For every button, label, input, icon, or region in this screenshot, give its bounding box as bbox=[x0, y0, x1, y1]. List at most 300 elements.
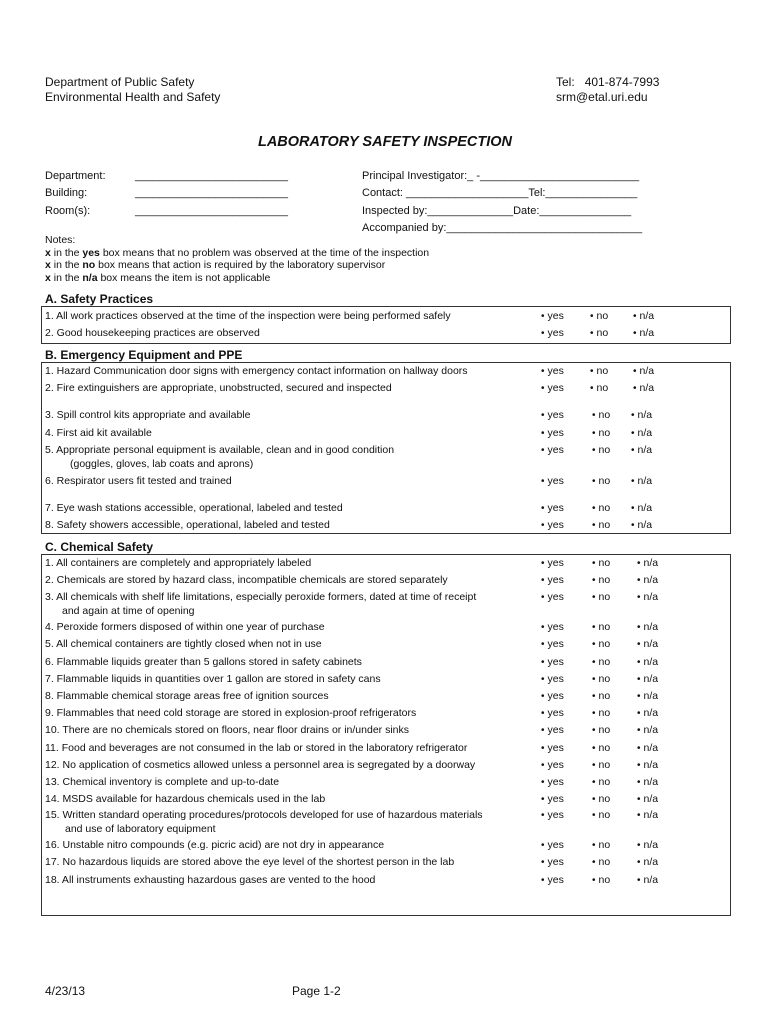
option-label: yes bbox=[547, 638, 564, 650]
option-label: no bbox=[598, 502, 611, 514]
bullet-icon: • bbox=[592, 575, 596, 586]
bullet-icon: • bbox=[637, 622, 641, 633]
bullet-icon: • bbox=[592, 840, 596, 851]
tel-value: 401-874-7993 bbox=[584, 75, 660, 89]
yes-checkbox[interactable] bbox=[541, 793, 564, 805]
option-label: n/a bbox=[643, 839, 659, 851]
checklist-item: 3. Spill control kits appropriate and available bbox=[45, 409, 251, 421]
na-checkbox[interactable] bbox=[637, 591, 658, 603]
option-label: n/a bbox=[643, 742, 659, 754]
bullet-icon: • bbox=[541, 366, 545, 377]
bullet-icon: • bbox=[541, 328, 545, 339]
option-label: yes bbox=[547, 621, 564, 633]
option-label: no bbox=[598, 707, 611, 719]
bullet-icon: • bbox=[637, 575, 641, 586]
no-checkbox[interactable] bbox=[592, 519, 610, 531]
no-checkbox[interactable] bbox=[590, 365, 608, 377]
yes-checkbox[interactable] bbox=[541, 809, 564, 821]
section-c-title: C. Chemical Safety bbox=[45, 540, 154, 554]
section-b-title: B. Emergency Equipment and PPE bbox=[45, 348, 243, 362]
option-label: yes bbox=[547, 444, 564, 456]
bullet-icon: • bbox=[592, 777, 596, 788]
tel-label: Tel: bbox=[556, 75, 575, 89]
option-label: n/a bbox=[643, 856, 659, 868]
bullet-icon: • bbox=[633, 311, 637, 322]
checklist-item: 6. Respirator users fit tested and trained bbox=[45, 475, 232, 487]
na-checkbox[interactable] bbox=[637, 856, 658, 868]
option-label: yes bbox=[547, 475, 564, 487]
checklist-item: 16. Unstable nitro compounds (e.g. picric acid) are not dry in appearance bbox=[45, 839, 385, 851]
no-checkbox[interactable] bbox=[592, 638, 610, 650]
option-label: no bbox=[598, 574, 611, 586]
bullet-icon: • bbox=[541, 311, 545, 322]
na-checkbox[interactable] bbox=[637, 690, 658, 702]
bullet-icon: • bbox=[541, 383, 545, 394]
bullet-icon: • bbox=[541, 445, 545, 456]
bullet-icon: • bbox=[592, 476, 596, 487]
bullet-icon: • bbox=[541, 794, 545, 805]
checklist-item: 14. MSDS available for hazardous chemicals used in the lab bbox=[45, 793, 326, 805]
principal-investigator-field[interactable]: Principal Investigator:_ -__________________________ bbox=[362, 170, 640, 182]
bullet-icon: • bbox=[633, 328, 637, 339]
bullet-icon: • bbox=[637, 674, 641, 685]
yes-checkbox[interactable] bbox=[541, 621, 564, 633]
bullet-icon: • bbox=[541, 760, 545, 771]
option-label: n/a bbox=[639, 310, 655, 322]
na-checkbox[interactable] bbox=[637, 557, 658, 569]
option-label: yes bbox=[547, 656, 564, 668]
bullet-icon: • bbox=[592, 760, 596, 771]
rooms-field[interactable]: _________________________ bbox=[135, 205, 288, 217]
option-label: n/a bbox=[643, 776, 659, 788]
option-label: no bbox=[598, 638, 611, 650]
na-checkbox[interactable] bbox=[631, 519, 652, 531]
bullet-icon: • bbox=[592, 810, 596, 821]
department-field[interactable]: _________________________ bbox=[135, 170, 288, 182]
na-checkbox[interactable] bbox=[633, 327, 654, 339]
option-label: n/a bbox=[643, 690, 659, 702]
bullet-icon: • bbox=[590, 328, 594, 339]
bullet-icon: • bbox=[592, 410, 596, 421]
checklist-item: 12. No application of cosmetics allowed unless a personnel area is segregated by a doorway bbox=[45, 759, 476, 771]
checklist-item: 17. No hazardous liquids are stored above the eye level of the shortest person in the lab bbox=[45, 856, 455, 868]
phone-block bbox=[556, 75, 659, 90]
bullet-icon: • bbox=[631, 445, 635, 456]
bullet-icon: • bbox=[592, 691, 596, 702]
bullet-icon: • bbox=[541, 503, 545, 514]
yes-checkbox[interactable] bbox=[541, 690, 564, 702]
option-label: yes bbox=[547, 327, 564, 339]
na-checkbox[interactable] bbox=[637, 809, 658, 821]
yes-checkbox[interactable] bbox=[541, 574, 564, 586]
footer-date: 4/23/13 bbox=[45, 984, 86, 998]
option-label: n/a bbox=[639, 382, 655, 394]
option-label: n/a bbox=[643, 759, 659, 771]
bullet-icon: • bbox=[541, 428, 545, 439]
na-checkbox[interactable] bbox=[633, 365, 654, 377]
bullet-icon: • bbox=[631, 520, 635, 531]
inspected-by-field[interactable]: Inspected by:______________Date:_______________ bbox=[362, 205, 632, 217]
checklist-item: 1. All containers are completely and appropriately labeled bbox=[45, 557, 312, 569]
option-label: no bbox=[598, 409, 611, 421]
notes-block bbox=[45, 234, 429, 284]
no-checkbox[interactable] bbox=[592, 690, 610, 702]
no-checkbox[interactable] bbox=[592, 793, 610, 805]
option-label: yes bbox=[547, 742, 564, 754]
bullet-icon: • bbox=[541, 657, 545, 668]
na-checkbox[interactable] bbox=[631, 502, 652, 514]
bullet-icon: • bbox=[541, 777, 545, 788]
option-label: yes bbox=[547, 776, 564, 788]
bullet-icon: • bbox=[590, 311, 594, 322]
na-checkbox[interactable] bbox=[631, 444, 652, 456]
option-label: n/a bbox=[637, 444, 653, 456]
checklist-item: (goggles, gloves, lab coats and aprons) bbox=[70, 458, 254, 470]
option-label: n/a bbox=[643, 793, 659, 805]
checklist-item: 1. All work practices observed at the time of the inspection were being performed safely bbox=[45, 310, 451, 322]
option-label: n/a bbox=[643, 724, 659, 736]
contact-field[interactable]: Contact: ____________________Tel:_______________ bbox=[362, 187, 638, 199]
na-checkbox[interactable] bbox=[637, 638, 658, 650]
na-checkbox[interactable] bbox=[637, 839, 658, 851]
checklist-item: and use of laboratory equipment bbox=[65, 823, 216, 835]
accompanied-by-field[interactable]: Accompanied by:________________________________ bbox=[362, 222, 643, 234]
no-checkbox[interactable] bbox=[592, 673, 610, 685]
bullet-icon: • bbox=[637, 708, 641, 719]
option-label: yes bbox=[547, 574, 564, 586]
yes-checkbox[interactable] bbox=[541, 327, 564, 339]
na-checkbox[interactable] bbox=[637, 707, 658, 719]
bullet-icon: • bbox=[637, 794, 641, 805]
no-checkbox[interactable] bbox=[590, 382, 608, 394]
no-checkbox[interactable] bbox=[592, 856, 610, 868]
yes-checkbox[interactable] bbox=[541, 310, 564, 322]
bullet-icon: • bbox=[637, 810, 641, 821]
bullet-icon: • bbox=[590, 383, 594, 394]
yes-checkbox[interactable] bbox=[541, 502, 564, 514]
option-label: n/a bbox=[643, 673, 659, 685]
option-label: no bbox=[598, 839, 611, 851]
option-label: yes bbox=[547, 809, 564, 821]
checklist-item: 4. First aid kit available bbox=[45, 427, 152, 439]
building-field[interactable]: _________________________ bbox=[135, 187, 288, 199]
bullet-icon: • bbox=[637, 639, 641, 650]
checklist-item: 1. Hazard Communication door signs with emergency contact information on hallway doors bbox=[45, 365, 468, 377]
no-checkbox[interactable] bbox=[592, 574, 610, 586]
yes-checkbox[interactable] bbox=[541, 839, 564, 851]
option-label: yes bbox=[547, 759, 564, 771]
no-checkbox[interactable] bbox=[592, 444, 610, 456]
bullet-icon: • bbox=[592, 445, 596, 456]
yes-checkbox[interactable] bbox=[541, 444, 564, 456]
footer-page: Page 1-2 bbox=[292, 984, 341, 998]
option-label: n/a bbox=[643, 638, 659, 650]
option-label: yes bbox=[547, 310, 564, 322]
checklist-item: 10. There are no chemicals stored on floors, near floor drains or in/under sinks bbox=[45, 724, 409, 736]
checklist-item: 15. Written standard operating procedures/protocols developed for use of hazardous materials bbox=[45, 809, 483, 821]
no-checkbox[interactable] bbox=[592, 742, 610, 754]
na-checkbox[interactable] bbox=[637, 776, 658, 788]
na-checkbox[interactable] bbox=[633, 382, 654, 394]
option-label: yes bbox=[547, 874, 564, 886]
checklist-item: 4. Peroxide formers disposed of within one year of purchase bbox=[45, 621, 325, 633]
na-checkbox[interactable] bbox=[631, 427, 652, 439]
bullet-icon: • bbox=[592, 794, 596, 805]
bullet-icon: • bbox=[541, 520, 545, 531]
option-label: no bbox=[598, 475, 611, 487]
bullet-icon: • bbox=[541, 691, 545, 702]
na-checkbox[interactable] bbox=[637, 742, 658, 754]
option-label: no bbox=[596, 310, 609, 322]
yes-checkbox[interactable] bbox=[541, 591, 564, 603]
notes-line: x in the yes box means that no problem was observed at the time of the inspection bbox=[45, 246, 430, 259]
yes-checkbox[interactable] bbox=[541, 776, 564, 788]
org-name: Department of Public Safety bbox=[45, 75, 195, 89]
bullet-icon: • bbox=[637, 840, 641, 851]
checklist-item: 5. All chemical containers are tightly closed when not in use bbox=[45, 638, 322, 650]
org-division: Environmental Health and Safety bbox=[45, 90, 221, 104]
bullet-icon: • bbox=[541, 410, 545, 421]
bullet-icon: • bbox=[631, 503, 635, 514]
bullet-icon: • bbox=[637, 691, 641, 702]
checklist-item: 9. Flammables that need cold storage are stored in explosion-proof refrigerators bbox=[45, 707, 417, 719]
yes-checkbox[interactable] bbox=[541, 519, 564, 531]
option-label: yes bbox=[547, 839, 564, 851]
bullet-icon: • bbox=[592, 657, 596, 668]
no-checkbox[interactable] bbox=[592, 502, 610, 514]
bullet-icon: • bbox=[541, 875, 545, 886]
no-checkbox[interactable] bbox=[590, 310, 608, 322]
option-label: yes bbox=[547, 557, 564, 569]
option-label: no bbox=[598, 874, 611, 886]
bullet-icon: • bbox=[541, 639, 545, 650]
no-checkbox[interactable] bbox=[592, 707, 610, 719]
building-label: Building: bbox=[45, 187, 88, 199]
option-label: no bbox=[598, 776, 611, 788]
option-label: n/a bbox=[643, 557, 659, 569]
bullet-icon: • bbox=[592, 639, 596, 650]
option-label: yes bbox=[547, 707, 564, 719]
checklist-item: 5. Appropriate personal equipment is available, clean and in good condition bbox=[45, 444, 395, 456]
option-label: n/a bbox=[643, 574, 659, 586]
option-label: yes bbox=[547, 365, 564, 377]
bullet-icon: • bbox=[592, 674, 596, 685]
bullet-icon: • bbox=[541, 810, 545, 821]
option-label: yes bbox=[547, 724, 564, 736]
na-checkbox[interactable] bbox=[637, 673, 658, 685]
bullet-icon: • bbox=[541, 476, 545, 487]
option-label: n/a bbox=[639, 327, 655, 339]
yes-checkbox[interactable] bbox=[541, 409, 564, 421]
option-label: no bbox=[598, 856, 611, 868]
bullet-icon: • bbox=[592, 622, 596, 633]
no-checkbox[interactable] bbox=[590, 327, 608, 339]
yes-checkbox[interactable] bbox=[541, 365, 564, 377]
option-label: no bbox=[598, 742, 611, 754]
bullet-icon: • bbox=[592, 428, 596, 439]
option-label: no bbox=[598, 656, 611, 668]
option-label: no bbox=[598, 444, 611, 456]
option-label: yes bbox=[547, 591, 564, 603]
na-checkbox[interactable] bbox=[637, 724, 658, 736]
option-label: n/a bbox=[639, 365, 655, 377]
checklist-item: 2. Good housekeeping practices are observed bbox=[45, 327, 260, 339]
no-checkbox[interactable] bbox=[592, 839, 610, 851]
bullet-icon: • bbox=[541, 674, 545, 685]
no-checkbox[interactable] bbox=[592, 809, 610, 821]
bullet-icon: • bbox=[592, 708, 596, 719]
checklist-item: 8. Flammable chemical storage areas free of ignition sources bbox=[45, 690, 329, 702]
bullet-icon: • bbox=[637, 857, 641, 868]
checklist-item: 18. All instruments exhausting hazardous gases are vented to the hood bbox=[45, 874, 376, 886]
yes-checkbox[interactable] bbox=[541, 759, 564, 771]
yes-checkbox[interactable] bbox=[541, 427, 564, 439]
na-checkbox[interactable] bbox=[637, 574, 658, 586]
no-checkbox[interactable] bbox=[592, 656, 610, 668]
option-label: n/a bbox=[637, 475, 653, 487]
no-checkbox[interactable] bbox=[592, 409, 610, 421]
option-label: yes bbox=[547, 793, 564, 805]
yes-checkbox[interactable] bbox=[541, 856, 564, 868]
checklist-item: 2. Chemicals are stored by hazard class, incompatible chemicals are stored separately bbox=[45, 574, 448, 586]
bullet-icon: • bbox=[637, 875, 641, 886]
option-label: yes bbox=[547, 382, 564, 394]
bullet-icon: • bbox=[592, 725, 596, 736]
option-label: no bbox=[598, 809, 611, 821]
option-label: no bbox=[598, 519, 611, 531]
option-label: yes bbox=[547, 409, 564, 421]
email: srm@etal.uri.edu bbox=[556, 90, 648, 104]
na-checkbox[interactable] bbox=[637, 759, 658, 771]
yes-checkbox[interactable] bbox=[541, 874, 564, 886]
checklist-item: 3. All chemicals with shelf life limitations, especially peroxide formers, dated at time of receipt bbox=[45, 591, 477, 603]
department-label: Department: bbox=[45, 170, 106, 182]
option-label: no bbox=[598, 557, 611, 569]
checklist-item: 8. Safety showers accessible, operational, labeled and tested bbox=[45, 519, 330, 531]
na-checkbox[interactable] bbox=[637, 874, 658, 886]
bullet-icon: • bbox=[637, 592, 641, 603]
bullet-icon: • bbox=[541, 708, 545, 719]
rooms-label: Room(s): bbox=[45, 205, 91, 217]
na-checkbox[interactable] bbox=[631, 409, 652, 421]
bullet-icon: • bbox=[541, 743, 545, 754]
option-label: n/a bbox=[643, 621, 659, 633]
option-label: n/a bbox=[643, 874, 659, 886]
option-label: n/a bbox=[643, 707, 659, 719]
bullet-icon: • bbox=[637, 725, 641, 736]
no-checkbox[interactable] bbox=[592, 557, 610, 569]
option-label: n/a bbox=[637, 519, 653, 531]
bullet-icon: • bbox=[633, 383, 637, 394]
bullet-icon: • bbox=[592, 558, 596, 569]
notes-line: x in the no box means that action is required by the laboratory supervisor bbox=[45, 259, 386, 271]
option-label: no bbox=[598, 759, 611, 771]
bullet-icon: • bbox=[541, 857, 545, 868]
bullet-icon: • bbox=[637, 558, 641, 569]
option-label: no bbox=[598, 673, 611, 685]
bullet-icon: • bbox=[592, 592, 596, 603]
na-checkbox[interactable] bbox=[633, 310, 654, 322]
na-checkbox[interactable] bbox=[637, 621, 658, 633]
option-label: yes bbox=[547, 502, 564, 514]
bullet-icon: • bbox=[637, 743, 641, 754]
bullet-icon: • bbox=[633, 366, 637, 377]
option-label: no bbox=[596, 365, 609, 377]
no-checkbox[interactable] bbox=[592, 759, 610, 771]
no-checkbox[interactable] bbox=[592, 776, 610, 788]
checklist-item: 7. Eye wash stations accessible, operational, labeled and tested bbox=[45, 502, 343, 514]
option-label: no bbox=[596, 327, 609, 339]
page-title: LABORATORY SAFETY INSPECTION bbox=[257, 134, 513, 150]
option-label: yes bbox=[547, 519, 564, 531]
option-label: no bbox=[598, 690, 611, 702]
na-checkbox[interactable] bbox=[637, 793, 658, 805]
yes-checkbox[interactable] bbox=[541, 742, 564, 754]
bullet-icon: • bbox=[631, 410, 635, 421]
no-checkbox[interactable] bbox=[592, 724, 610, 736]
bullet-icon: • bbox=[541, 575, 545, 586]
bullet-icon: • bbox=[541, 558, 545, 569]
yes-checkbox[interactable] bbox=[541, 673, 564, 685]
na-checkbox[interactable] bbox=[631, 475, 652, 487]
bullet-icon: • bbox=[541, 725, 545, 736]
checklist-item: 7. Flammable liquids in quantities over 1 gallon are stored in safety cans bbox=[45, 673, 381, 685]
notes-line: x in the n/a box means the item is not applicable bbox=[45, 271, 271, 284]
bullet-icon: • bbox=[592, 743, 596, 754]
bullet-icon: • bbox=[631, 428, 635, 439]
no-checkbox[interactable] bbox=[592, 475, 610, 487]
bullet-icon: • bbox=[637, 777, 641, 788]
bullet-icon: • bbox=[592, 857, 596, 868]
section-a-title: A. Safety Practices bbox=[45, 292, 154, 306]
bullet-icon: • bbox=[541, 592, 545, 603]
option-label: yes bbox=[547, 856, 564, 868]
option-label: yes bbox=[547, 690, 564, 702]
option-label: n/a bbox=[637, 502, 653, 514]
na-checkbox[interactable] bbox=[637, 656, 658, 668]
option-label: no bbox=[598, 427, 611, 439]
option-label: n/a bbox=[643, 591, 659, 603]
yes-checkbox[interactable] bbox=[541, 724, 564, 736]
notes-heading: Notes: bbox=[45, 234, 76, 246]
bullet-icon: • bbox=[637, 657, 641, 668]
yes-checkbox[interactable] bbox=[541, 382, 564, 394]
checklist-item: 2. Fire extinguishers are appropriate, unobstructed, secured and inspected bbox=[45, 382, 392, 394]
no-checkbox[interactable] bbox=[592, 621, 610, 633]
checklist-item: 6. Flammable liquids greater than 5 gallons stored in safety cabinets bbox=[45, 656, 362, 668]
no-checkbox[interactable] bbox=[592, 591, 610, 603]
bullet-icon: • bbox=[592, 520, 596, 531]
yes-checkbox[interactable] bbox=[541, 656, 564, 668]
checklist-item: 13. Chemical inventory is complete and up-to-date bbox=[45, 776, 280, 788]
option-label: no bbox=[598, 793, 611, 805]
checklist-item: and again at time of opening bbox=[62, 605, 195, 617]
no-checkbox[interactable] bbox=[592, 427, 610, 439]
no-checkbox[interactable] bbox=[592, 874, 610, 886]
yes-checkbox[interactable] bbox=[541, 638, 564, 650]
option-label: no bbox=[596, 382, 609, 394]
bullet-icon: • bbox=[541, 622, 545, 633]
bullet-icon: • bbox=[592, 875, 596, 886]
yes-checkbox[interactable] bbox=[541, 707, 564, 719]
yes-checkbox[interactable] bbox=[541, 475, 564, 487]
bullet-icon: • bbox=[592, 503, 596, 514]
bullet-icon: • bbox=[541, 840, 545, 851]
bullet-icon: • bbox=[637, 760, 641, 771]
yes-checkbox[interactable] bbox=[541, 557, 564, 569]
option-label: no bbox=[598, 621, 611, 633]
option-label: n/a bbox=[637, 427, 653, 439]
